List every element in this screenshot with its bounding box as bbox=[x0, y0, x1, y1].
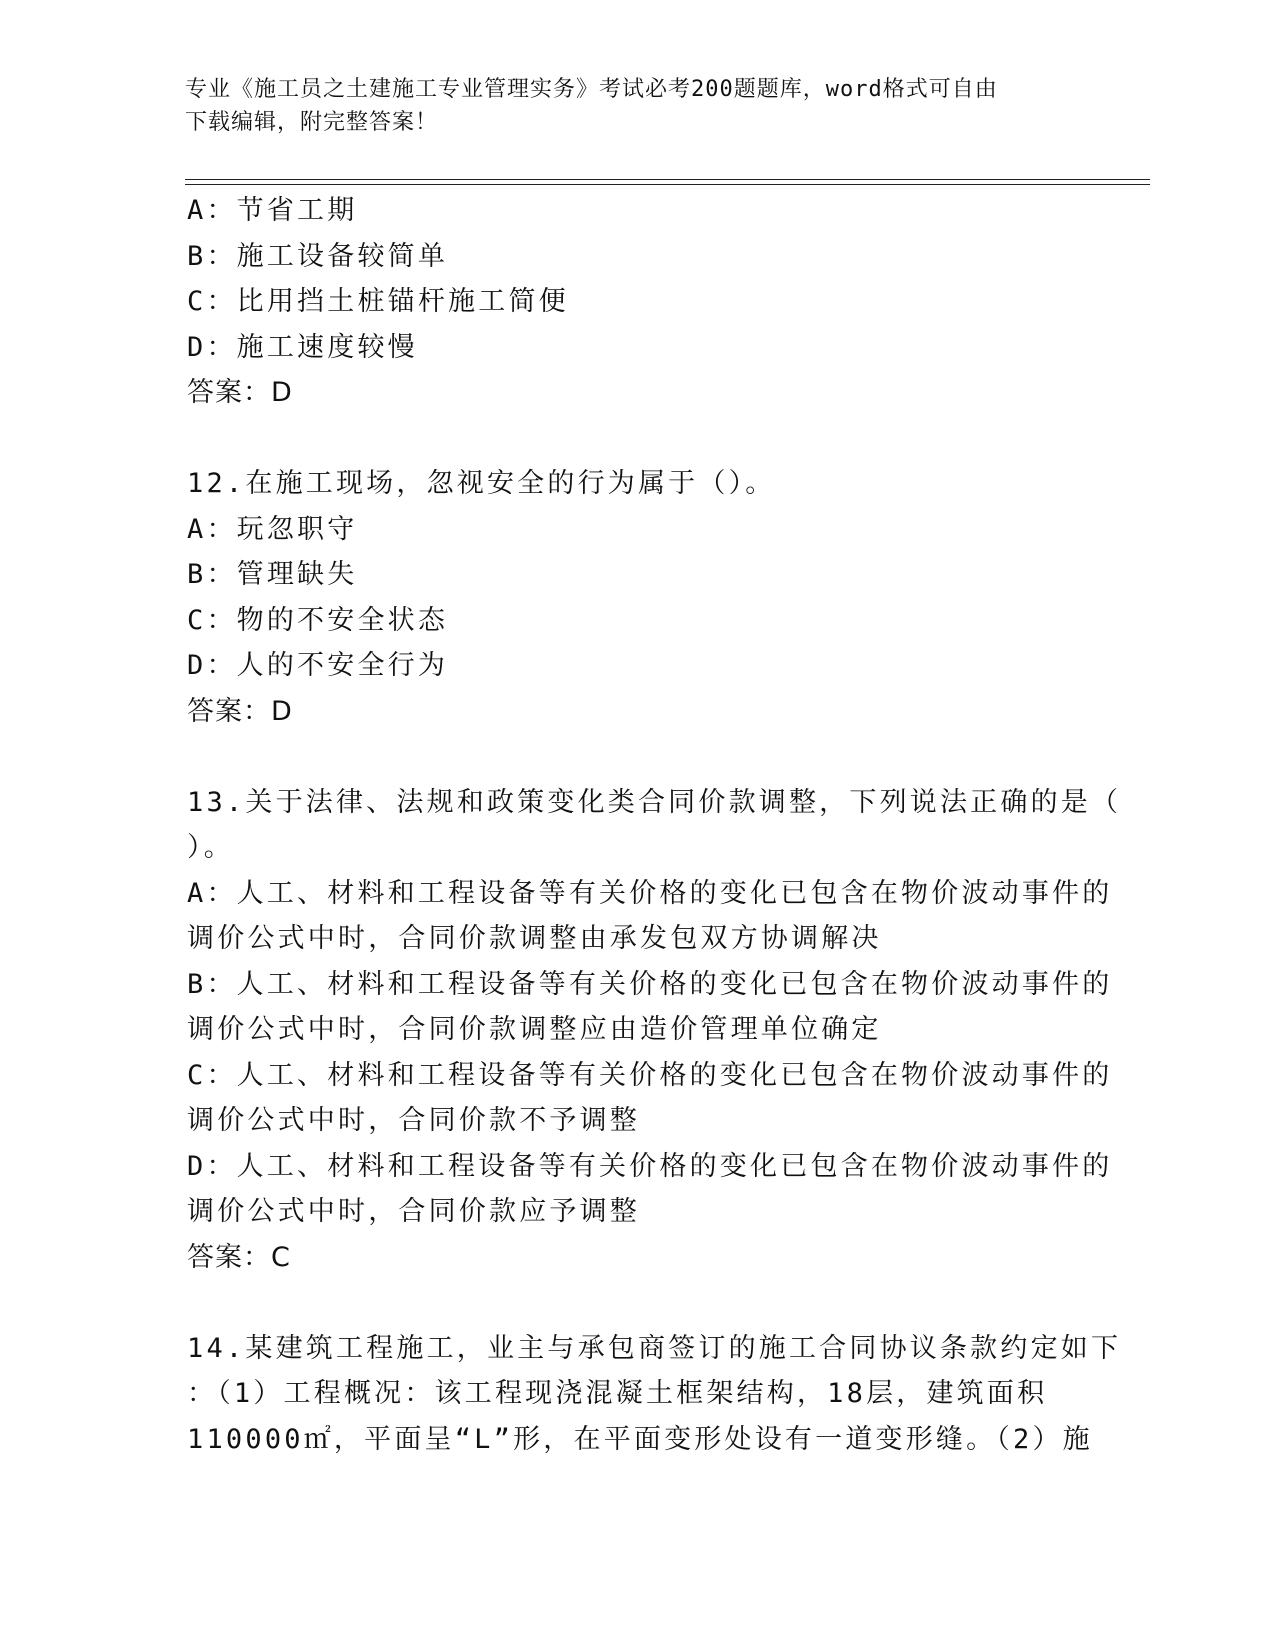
question-stem-line-2: ）。 bbox=[187, 832, 234, 863]
option-a: A：玩忽职守 bbox=[187, 513, 358, 545]
option-c-line-1: C：人工、材料和工程设备等有关价格的变化已包含在物价波动事件的 bbox=[187, 1059, 1113, 1091]
question-stem: 12.在施工现场，忽视安全的行为属于（）。 bbox=[187, 468, 776, 499]
option-b-line-1: B：人工、材料和工程设备等有关价格的变化已包含在物价波动事件的 bbox=[187, 968, 1113, 1000]
option-d-line-2: 调价公式中时，合同价款应予调整 bbox=[187, 1196, 640, 1227]
header-line-1: 专业《施工员之土建施工专业管理实务》考试必考200题题库，word格式可自由 bbox=[185, 77, 998, 102]
question-11 bbox=[187, 188, 1087, 416]
option-c: C：比用挡土桩锚杆施工简便 bbox=[187, 286, 569, 317]
answer-line: 答案：C bbox=[187, 1241, 291, 1273]
option-d: D：施工速度较慢 bbox=[187, 331, 418, 363]
option-b: B：施工设备较简单 bbox=[187, 240, 449, 272]
answer-line: 答案：D bbox=[187, 377, 293, 408]
option-d-line-1: D：人工、材料和工程设备等有关价格的变化已包含在物价波动事件的 bbox=[187, 1150, 1113, 1182]
question-content bbox=[187, 188, 1122, 1462]
question-stem-line-3: 110000㎡，平面呈“L”形，在平面变形处设有一道变形缝。（2）施 bbox=[187, 1423, 1093, 1455]
spacer bbox=[187, 734, 1087, 780]
question-stem-line-1: 13.关于法律、法规和政策变化类合同价款调整，下列说法正确的是（ bbox=[187, 786, 1122, 818]
answer-line: 答案：D bbox=[187, 695, 293, 727]
option-b-line-2: 调价公式中时，合同价款调整应由造价管理单位确定 bbox=[187, 1014, 882, 1045]
question-14 bbox=[187, 1326, 1122, 1463]
option-b: B：管理缺失 bbox=[187, 559, 358, 590]
question-stem-line-2: ：（1）工程概况：该工程现浇混凝土框架结构，18层，建筑面积 bbox=[187, 1378, 1048, 1409]
document-header bbox=[185, 73, 1085, 139]
question-stem-line-1: 14.某建筑工程施工，业主与承包商签订的施工合同协议条款约定如下 bbox=[187, 1332, 1122, 1364]
option-a-line-1: A：人工、材料和工程设备等有关价格的变化已包含在物价波动事件的 bbox=[187, 877, 1113, 909]
question-12 bbox=[187, 461, 1087, 734]
option-d: D：人的不安全行为 bbox=[187, 650, 449, 681]
spacer bbox=[187, 416, 1087, 462]
option-c: C：物的不安全状态 bbox=[187, 604, 449, 636]
option-c-line-2: 调价公式中时，合同价款不予调整 bbox=[187, 1105, 640, 1136]
question-13 bbox=[187, 780, 1122, 1281]
option-a: A：节省工期 bbox=[187, 195, 358, 226]
spacer bbox=[187, 1280, 1087, 1326]
header-divider-bottom bbox=[185, 184, 1150, 185]
header-divider-top bbox=[185, 179, 1150, 180]
header-line-2: 下载编辑，附完整答案！ bbox=[185, 110, 439, 135]
option-a-line-2: 调价公式中时，合同价款调整由承发包双方协调解决 bbox=[187, 923, 882, 954]
